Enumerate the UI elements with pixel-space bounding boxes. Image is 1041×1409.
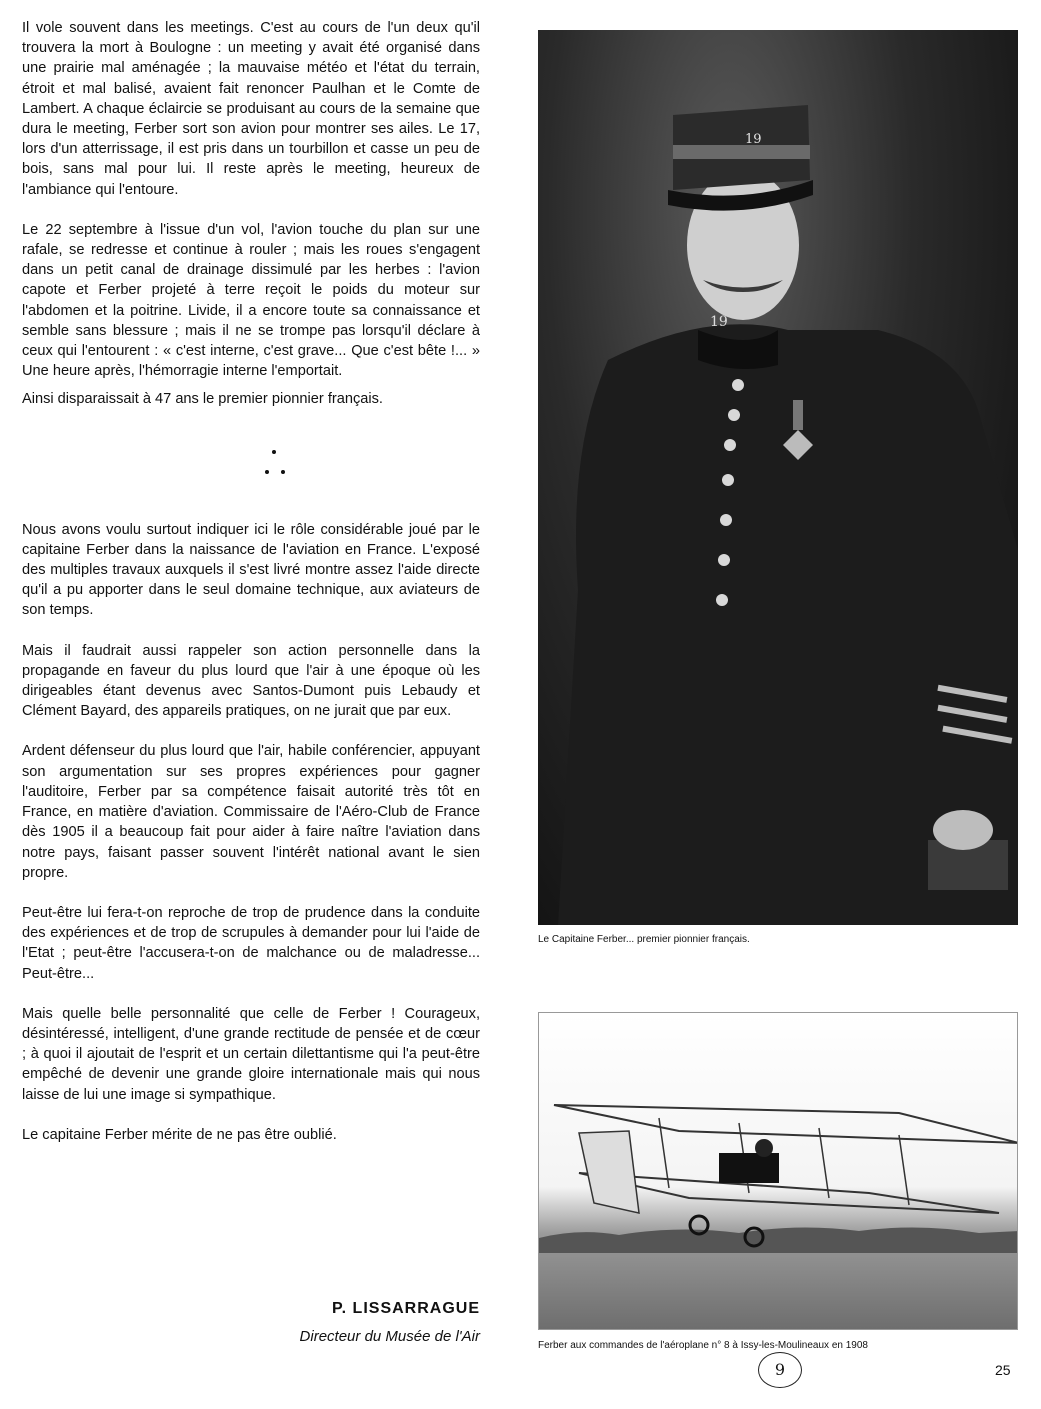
page-number: 25 xyxy=(995,1362,1011,1378)
article-body xyxy=(22,18,480,1165)
paragraph: Mais quelle belle personnalité que celle de Ferber ! Courageux, désintéressé, intelligent, d'une grande rectitude de pensée et de cœur ; à quoi il ajoutait de l'esprit et un certain dilettantisme qui l'a peut-être empêché de devenir une grande gloire internationale mais qui nous laisse de lui une image si sympathique. xyxy=(22,1005,480,1103)
aircraft-caption: Ferber aux commandes de l'aéroplane n° 8 à Issy-les-Moulineaux en 1908 xyxy=(538,1340,868,1351)
svg-text:19: 19 xyxy=(710,314,728,330)
paragraph: Ainsi disparaissait à 47 ans le premier pionnier français. xyxy=(22,391,383,408)
aircraft-illustration xyxy=(539,1013,1018,1330)
cap-badge: 19 xyxy=(745,132,762,147)
portrait-photo xyxy=(538,30,1018,925)
portrait-caption: Le Capitaine Ferber... premier pionnier français. xyxy=(538,934,750,945)
handwritten-mark: 9 xyxy=(758,1352,802,1388)
aircraft-photo xyxy=(538,1012,1018,1330)
paragraph: Le capitaine Ferber mérite de ne pas être oublié. xyxy=(22,1126,337,1143)
author-name: P. LISSARRAGUE xyxy=(332,1300,480,1317)
author-role: Directeur du Musée de l'Air xyxy=(299,1328,480,1345)
paragraph: Peut-être lui fera-t-on reproche de trop de prudence dans la conduite des expériences et de trop de scrupules à demander pour lui l'aide de l'Etat ; peut-être l'accusera-t-on de malchance ou de maladresse... Peut-être... xyxy=(22,904,480,982)
paragraph: Mais il faudrait aussi rappeler son action personnelle dans la propagande en faveur du plus lourd que l'air à une époque où les dirigeables étant devenus avec Santos-Dumont puis Lebaudy et Clément Bayard, des appareils pratiques, on ne jurait que par eux. xyxy=(22,642,480,720)
section-separator xyxy=(22,430,480,520)
portrait-illustration xyxy=(538,30,1018,925)
paragraph: Ardent défenseur du plus lourd que l'air, habile conférencier, appuyant son argumentation sur ses propres expériences pour gagner l'auditoire, Ferber par sa compétence faisait autorité très tôt en France, en matière d'aviation. Commissaire de l'Aéro-Club de France dès 1905 il a beaucoup fait pour aider à faire naître l'aviation dans notre pays, faisant passer souvent l'intérêt national avant le sien propre. xyxy=(22,743,480,881)
paragraph: Nous avons voulu surtout indiquer ici le rôle considérable joué par le capitaine Ferber dans la naissance de l'aviation en France. L'exposé des multiples travaux auxquels il s'est livré montre assez l'aide directe qu'il a pu apporter dans le seul domaine technique, aux aviateurs de son temps. xyxy=(22,521,480,619)
author-signature xyxy=(22,1300,480,1345)
paragraph: Le 22 septembre à l'issue d'un vol, l'avion touche du plan sur une rafale, se redresse et continue à rouler ; mais les roues s'engagent dans un petit canal de drainage dissimulé par les herbes : l'avion capote et Ferber projeté à terre reçoit le poids du moteur sur l'abdomen et la poitrine. Livide, il a encore toute sa connaissance et semble sans blessure ; mais il ne se trompe pas lorsqu'il déclare à ceux qui l'entourent : « c'est interne, c'est grave... Que c'est bête !... » Une heure après, l'hémorragie interne l'emportait. xyxy=(22,221,480,380)
paragraph: Il vole souvent dans les meetings. C'est au cours de l'un deux qu'il trouvera la mort à Boulogne : un meeting y avait été organisé dans une prairie mal aménagée ; la mauvaise météo et l'état du terrain, étroit et mal balisé, avaient fait renoncer Paulhan et le Comte de Lambert. A chaque éclaircie se produisant au cours de la semaine que dura le meeting, Ferber sort son avion pour montrer ses ailes. Le 17, lors d'un atterrissage, il est pris dans un tourbillon et casse un peu de bois, sans mal pour lui. Il reste après le meeting, heureux de l'ambiance qui l'entoure. xyxy=(22,20,480,198)
